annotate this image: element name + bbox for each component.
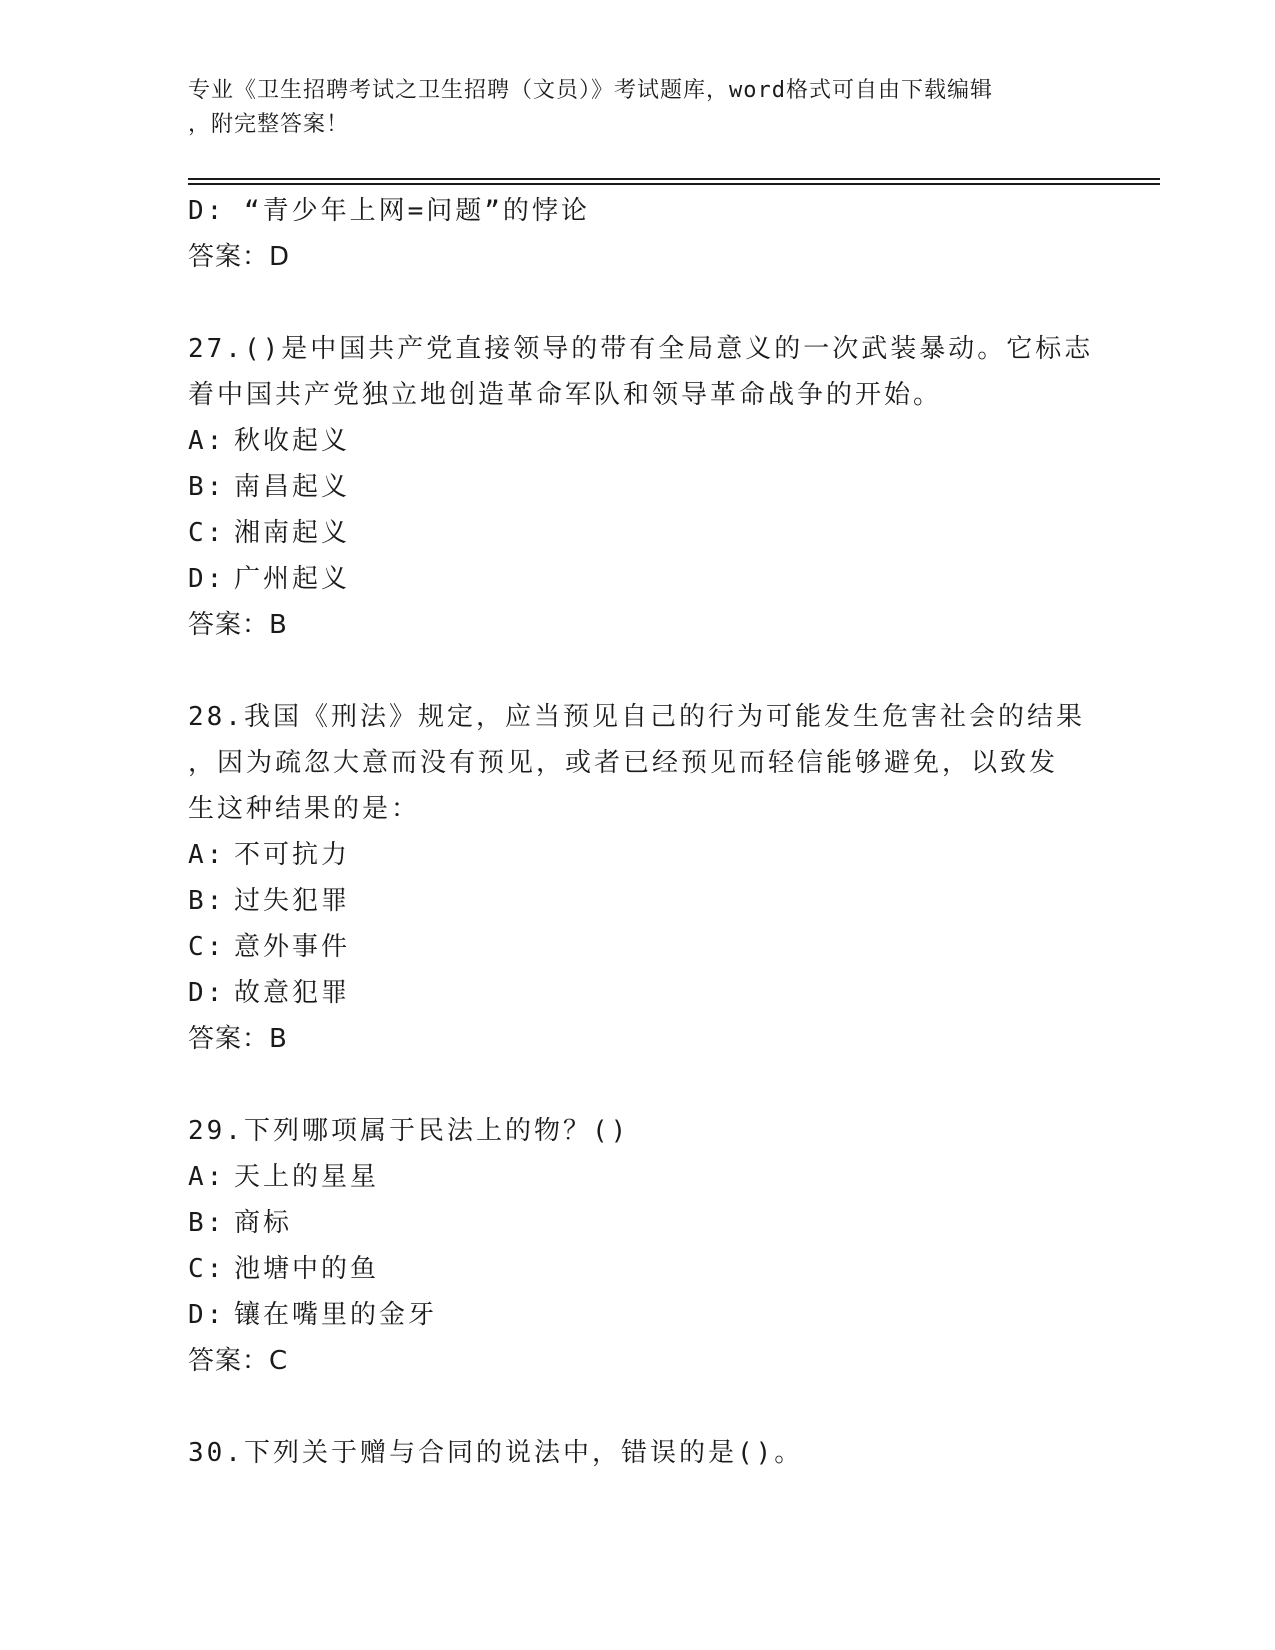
- option-key: B:: [188, 1208, 226, 1238]
- answer: 答案：B: [188, 1024, 288, 1054]
- question-stem: ，因为疏忽大意而没有预见，或者已经预见而轻信能够避免，以致发: [188, 748, 1059, 778]
- option-d: [188, 556, 1088, 602]
- option-text: 镶在嘴里的金牙: [234, 1300, 438, 1330]
- option-text: 意外事件: [234, 932, 351, 962]
- question-27: [188, 326, 1094, 648]
- option-d: [188, 1292, 1088, 1338]
- option-b: [188, 878, 1088, 924]
- prev-question-answer: 答案：D: [188, 242, 291, 272]
- option-text: 商标: [234, 1208, 293, 1238]
- option-key: A:: [188, 1162, 226, 1192]
- header-line-1: 专业《卫生招聘考试之卫生招聘（文员）》考试题库，word格式可自由下载编辑: [188, 78, 993, 103]
- option-key: B:: [188, 886, 226, 916]
- question-28: [188, 694, 1088, 1062]
- option-key: C:: [188, 932, 226, 962]
- option-text: 秋收起义: [234, 426, 351, 456]
- option-key: B:: [188, 472, 226, 502]
- header-divider-bottom: [188, 183, 1160, 185]
- question-stem: 30.下列关于赠与合同的说法中，错误的是()。: [188, 1438, 804, 1468]
- option-key: D:: [188, 1300, 226, 1330]
- question-30: [188, 1430, 1088, 1476]
- header-divider-top: [188, 178, 1160, 180]
- option-text: 不可抗力: [234, 840, 351, 870]
- question-29: [188, 1108, 1088, 1384]
- option-text: 南昌起义: [234, 472, 351, 502]
- question-stem: 27.()是中国共产党直接领导的带有全局意义的一次武装暴动。它标志: [188, 334, 1094, 364]
- option-text: 湘南起义: [234, 518, 351, 548]
- option-a: [188, 832, 1088, 878]
- answer: 答案：C: [188, 1346, 289, 1376]
- question-stem: 着中国共产党独立地创造革命军队和领导革命战争的开始。: [188, 380, 943, 410]
- question-list: [188, 188, 1094, 1476]
- document-header: [188, 74, 1068, 142]
- question-stem: 29.下列哪项属于民法上的物？(): [188, 1116, 630, 1146]
- option-c: [188, 510, 1088, 556]
- option-a: [188, 418, 1088, 464]
- option-text: 池塘中的鱼: [234, 1254, 380, 1284]
- option-key: C:: [188, 518, 226, 548]
- option-text: 故意犯罪: [234, 978, 351, 1008]
- option-key: A:: [188, 840, 226, 870]
- prev-question-option-d: D: “青少年上网=问题”的悖论: [188, 196, 590, 226]
- option-b: [188, 464, 1088, 510]
- header-line-2: ，附完整答案！: [188, 112, 350, 137]
- option-b: [188, 1200, 1088, 1246]
- option-d: [188, 970, 1088, 1016]
- option-key: D:: [188, 564, 226, 594]
- option-a: [188, 1154, 1088, 1200]
- option-c: [188, 924, 1088, 970]
- option-key: A:: [188, 426, 226, 456]
- option-c: [188, 1246, 1088, 1292]
- question-stem: 28.我国《刑法》规定，应当预见自己的行为可能发生危害社会的结果: [188, 702, 1085, 732]
- option-text: 广州起义: [234, 564, 351, 594]
- option-text: 过失犯罪: [234, 886, 351, 916]
- answer: 答案：B: [188, 610, 288, 640]
- option-text: 天上的星星: [234, 1162, 380, 1192]
- question-stem: 生这种结果的是：: [188, 794, 421, 824]
- option-key: D:: [188, 978, 226, 1008]
- option-key: C:: [188, 1254, 226, 1284]
